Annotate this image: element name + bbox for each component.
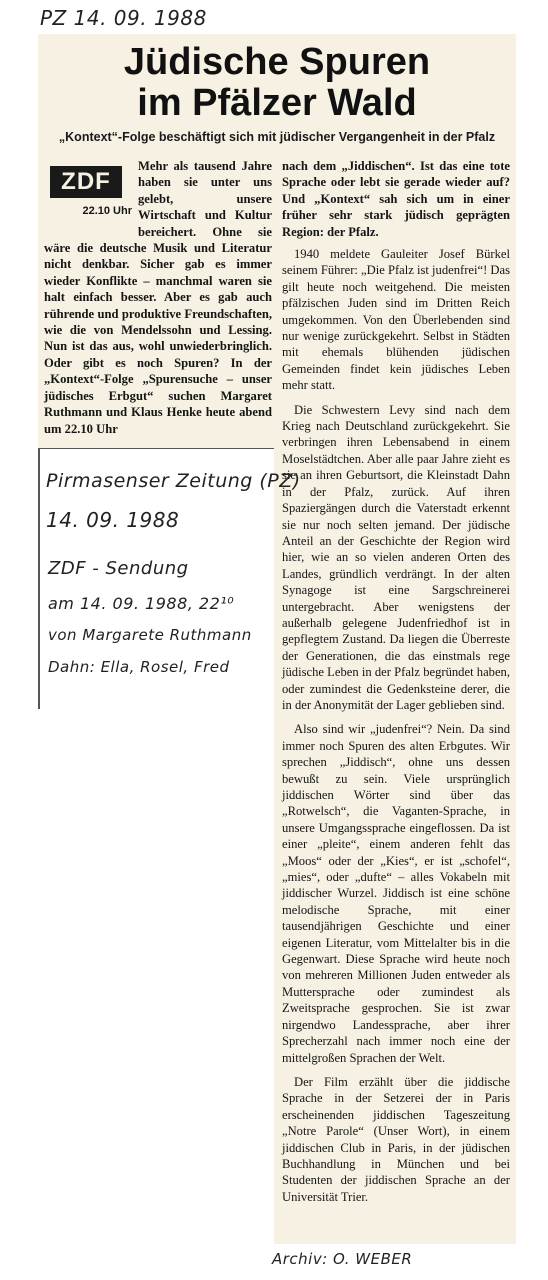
broadcast-time: 22.10 Uhr [82, 205, 132, 217]
body-paragraph: 1940 meldete Gauleiter Josef Bürkel seinem Führer: „Die Pfalz ist judenfrei“! Das gilt heute noch weitgehend. Die meisten pfälzischen Juden sind im Dritten Reich umgekommen. Von den Überlebenden sind nur wenige zurückgekehrt. Selbst in Städten mit ehemals blühenden jüdischen Gemeinden findet kein jüdisches Leben mehr statt. [282, 247, 511, 393]
body-paragraph: Die Schwestern Levy sind nach dem Krieg nach Deutschland zurückgekehrt. Sie verbringen ihren Lebensabend in einem Moselstädtchen. Aber alle paar Jahre zieht es sie an ihren Geburtsort, die Kleinstadt Dahn in der Pfalz, zurück. Auf ihren Spaziergängen durch die Vaterstadt erkennt sie nur noch selten jemand. Der jüdische Anteil an der Geschichte der Region wird hier, wie an so vielen anderen Orten des Landes, gründlich verdrängt. In der alten Synagoge ist eine Sargschreinerei untergebracht. Aber wenigstens der außerhalb gelegene Judenfriedhof ist in gepflegtem Zustand. Da liegen die Überreste der Generationen, die das einstmals rege jüdische Leben in der Pfalz begründet haben, oder zumindest die Gedenksteine derer, die in der Anonymität der Lager geblieben sind. [282, 402, 510, 712]
clipping-edge [38, 449, 40, 709]
zdf-logo: ZDF [50, 166, 122, 198]
article-subheadline: „Kontext“-Folge beschäftigt sich mit jüdischer Vergangenheit in der Pfalz [58, 130, 496, 144]
handwritten-airdate-line: am 14. 09. 1988, 22¹⁰ [48, 594, 235, 613]
headline-line-2: im Pfälzer Wald [137, 82, 417, 124]
handwritten-location-line: Dahn: Ella, Rosel, Fred [48, 658, 230, 676]
article-lead-continued [282, 158, 510, 240]
article-body-column [282, 246, 510, 1205]
handwritten-source-line: Pirmasenser Zeitung (PZ) [46, 470, 301, 492]
archive-stamp: Archiv: O. WEBER [272, 1250, 413, 1268]
handwritten-date-line: 14. 09. 1988 [46, 508, 180, 532]
lead-paragraph: Mehr als tausend Jahre haben sie unter uns gelebt, unsere Wirtschaft und Kultur bereichert. Ohne sie wäre die deutsche Musik und Literatur nicht denkbar. Sicher gab es immer wieder Konflikte – manchmal waren sie halt einfach besser. Aber es gab auch rührende und produktive Freundschaften, wie die von Mendelssohn und Lessing. Nun ist das aus, wohl unwiederbringlich. Oder gibt es noch Spuren? In der „Kontext“-Folge „Spurensuche – unser jüdisches Erbgut“ suchen Margaret Ruthmann und Klaus Henke heute abend um 22.10 Uhr [44, 159, 272, 436]
lead-continued-paragraph: nach dem „Jiddischen“. Ist das eine tote Sprache oder lebt sie gerade wieder auf? Und „Kontext“ sah sich um in einer früher sehr stark jüdisch geprägten Region: der Pfalz. [282, 159, 510, 239]
handwritten-author-line: von Margarete Ruthmann [48, 626, 252, 644]
article-headline [38, 42, 516, 124]
body-paragraph: Also sind wir „judenfrei“? Nein. Da sind immer noch Spuren des alten Erbgutes. Wir sprechen „Jiddisch“, ohne uns dessen bewußt zu sein. Viele ursprünglich jiddischen Wörter sind über das „Rotwelsch“, die Vaganten-Sprache, in unsere Umgangssprache eingeflossen. Da ist einer „pleite“, einem anderen fehlt das „Moos“ oder der „Kies“, er ist „schofel“, „mies“, oder „dufte“ – alles Vokabeln mit jiddischer Wurzel. Jiddisch ist eine schöne melodische Sprache, mit einer tausendjährigen Geschichte und einer eigenen Literatur, vom Mittelalter bis in die Gegenwart. Diese Sprache wird heute noch von mehreren Millionen Juden entweder als Muttersprache oder zumindest als Zweitsprache gesprochen. Sie ist zwar nirgendwo Landessprache, aber ihrer Sprecherzahl nach immer noch eine der mittelgroßen Sprachen der Welt. [282, 722, 510, 1065]
handwritten-broadcast-line: ZDF - Sendung [48, 558, 189, 579]
body-paragraph: Der Film erzählt über die jiddische Sprache in der Setzerei der in Paris erscheinenden jiddischen Tageszeitung „Notre Parole“ (Unser Wort), in einem jiddischen Club in Paris, in der jüdischen Buchhandlung in München und bei Studenten der jiddischen Sprache an der Universität Trier. [282, 1074, 510, 1204]
handwritten-date-note: PZ 14. 09. 1988 [40, 6, 207, 30]
headline-line-1: Jüdische Spuren [123, 41, 431, 83]
article-lead-column [44, 158, 272, 437]
